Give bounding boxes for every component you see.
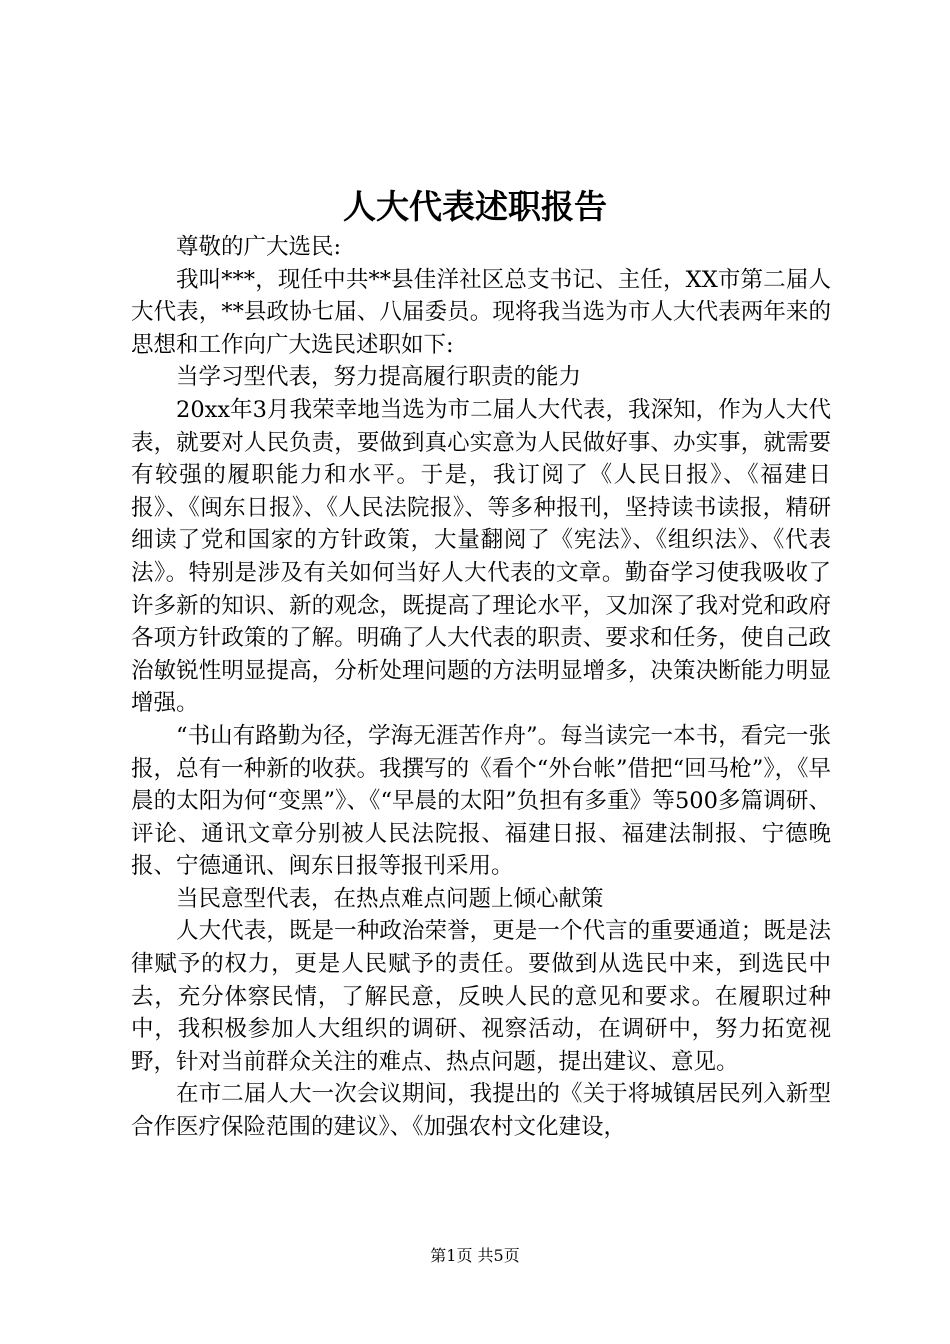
paragraph-representative: 人大代表，既是一种政治荣誉，更是一个代言的重要通道；既是法律赋予的权力，更是人民赋予的责任。要做到从选民中来，到选民中去，充分体察民情，了解民意，反映人民的意见和要求。在履职过种中，我积极参加人大组织的调研、视察活动，在调研中，努力拓宽视野，针对当前群众关注的难点、热点问题，提出建议、意见。 [131,918,831,1075]
paragraph-intro: 我叫***，现任中共**县佳洋社区总支书记、主任，XX市第二届人大代表，**县政协七届、八届委员。现将我当选为市人大代表两年来的思想和工作向广大选民述职如下: [131,266,831,358]
section-heading-public-opinion: 当民意型代表，在热点难点问题上倾心献策 [176,885,604,912]
paragraph-proposals: 在市二届人大一次会议期间，我提出的《关于将城镇居民列入新型合作医疗保险范围的建议》、《加强农村文化建设， [131,1081,831,1141]
section-heading-study: 当学习型代表，努力提高履行职责的能力 [176,364,582,391]
page-footer: 第1页 共5页 [430,1246,520,1265]
document-body [131,231,831,1144]
paragraph-study: 20xx年3月我荣幸地当选为市二届人大代表，我深知，作为人大代表，就要对人民负责，要做到真心实意为人民做好事、办实事，就需要有较强的履职能力和水平。于是，我订阅了《人民日报》、《福建日报》、《闽东日报》、《人民法院报》、等多种报刊，坚持读书读报，精研细读了党和国家的方针政策，大量翻阅了《宪法》、《组织法》、《代表法》。特别是涉及有关如何当好人大代表的文章。勤奋学习使我吸收了许多新的知识、新的观念，既提高了理论水平，又加深了我对党和政府各项方针政策的了解。明确了人大代表的职责、要求和任务，使自己政治敏锐性明显提高，分析处理问题的方法明显增多，决策决断能力明显增强。 [131,396,831,717]
paragraph-reading: “书山有路勤为径，学海无涯苦作舟”。每当读完一本书，看完一张报，总有一种新的收获。我撰写的《看个“外台帐”借把“回马枪”》，《早晨的太阳为何“变黑”》、《“早晨的太阳”负担有多重》等500多篇调研、评论、通讯文章分别被人民法院报、福建日报、福建法制报、宁德晚报、宁德通讯、闽东日报等报刊采用。 [131,722,831,880]
salutation: 尊敬的广大选民: [176,234,342,260]
document-title: 人大代表述职报告 [343,187,607,226]
